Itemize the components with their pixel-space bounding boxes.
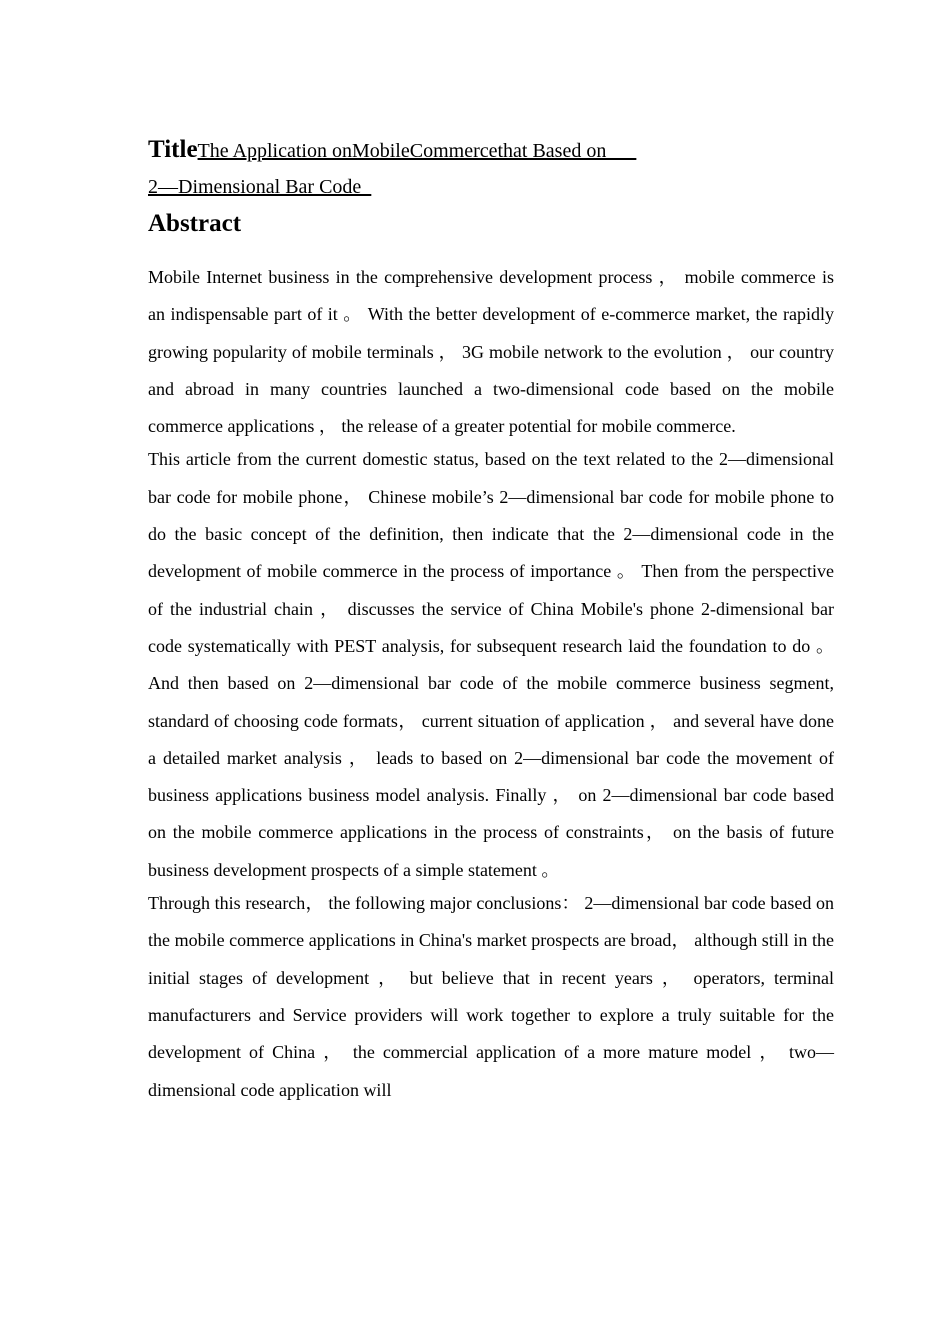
abstract-heading: Abstract [148, 210, 242, 237]
title-text-line-2: 2—Dimensional Bar Code [148, 176, 372, 198]
document-body [148, 132, 834, 1109]
abstract-paragraph-2: This article from the current domestic status, based on the text related to the 2—dimensional bar code for mobile phone， Chinese mobile’s 2—dimensional bar code for mobile phone to do the basic concept of the definition, then indicate that the 2—dimensional code in the development of mobile commerce in the process of importance 。 Then from the perspective of the industrial chain ， discusses the service of China Mobile's phone 2-dimensional bar code systematically with PEST analysis, for subsequent research laid the foundation to do 。 And then based on 2—dimensional bar code of the mobile commerce business segment, standard of choosing code formats， current situation of application ， and several have done a detailed market analysis ， leads to based on 2—dimensional bar code the movement of business applications business model analysis. Finally ， on 2—dimensional bar code based on the mobile commerce applications in the process of constraints， on the basis of future business development prospects of a simple statement 。 [148, 449, 834, 880]
title-block [148, 132, 834, 205]
abstract-paragraph-1: Mobile Internet business in the comprehensive development process ， mobile commerce is an indispensable part of it 。 With the better development of e-commerce market, the rapidly growing popularity of mobile terminals ， 3G mobile network to the evolution ， our country and abroad in many countries launched a two-dimensional code based on the mobile commerce applications ， the release of a greater potential for mobile commerce. [148, 267, 834, 437]
abstract-paragraph-3: Through this research， the following major conclusions： 2—dimensional bar code based on the mobile commerce applications in China's market prospects are broad， although still in the initial stages of development ， but believe that in recent years ， operators, terminal manufacturers and Service providers will work together to explore a truly suitable for the development of China ， the commercial application of a more mature model ， two—dimensional code application will [148, 893, 834, 1100]
title-text-line-1: The Application onMobileCommercethat Based on [197, 140, 637, 162]
title-label: Title [148, 136, 198, 163]
